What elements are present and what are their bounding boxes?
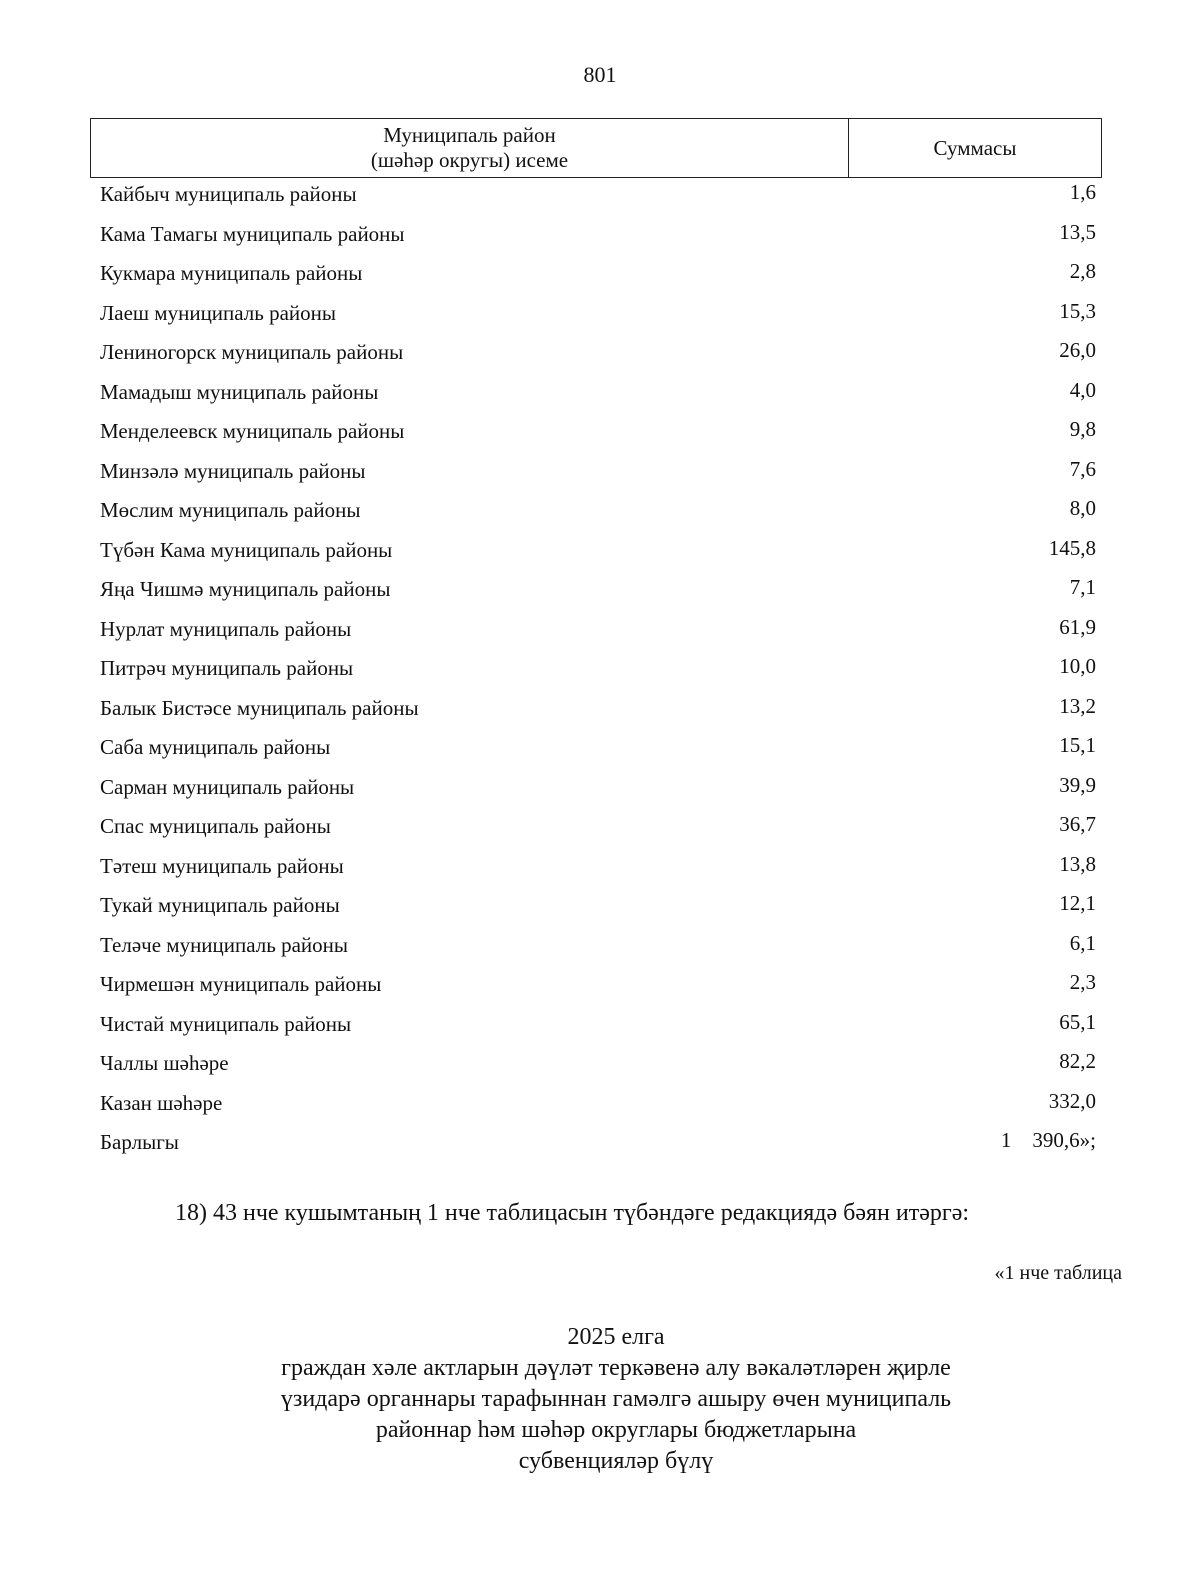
row-value: 15,3 (1059, 298, 1096, 323)
table-row (100, 218, 1100, 258)
row-name: Кайбыч муниципаль районы (100, 182, 357, 206)
header-sum-label: Суммасы (933, 135, 1017, 160)
row-name: Барлыгы (100, 1130, 179, 1154)
page-number: 801 (583, 62, 617, 87)
table-row (100, 652, 1100, 692)
table-row (100, 613, 1100, 653)
table-row (100, 1008, 1100, 1048)
row-value: 26,0 (1059, 338, 1096, 362)
row-value: 2,8 (1069, 259, 1096, 283)
row-value: 13,8 (1059, 851, 1096, 876)
row-value: 6,1 (1069, 930, 1096, 955)
row-value: 39,9 (1059, 772, 1096, 797)
row-value: 9,8 (1069, 417, 1096, 441)
table-row (100, 336, 1100, 376)
table-row (100, 534, 1100, 574)
header-name-line1: Муниципаль район (383, 123, 556, 147)
row-name: Тәтеш муниципаль районы (100, 853, 344, 878)
table-row (100, 771, 1100, 811)
row-name: Яңа Чишмә муниципаль районы (100, 577, 391, 601)
row-name: Кама Тамагы муниципаль районы (100, 221, 405, 246)
row-name: Чистай муниципаль районы (100, 1011, 352, 1036)
row-name: Мамадыш муниципаль районы (100, 379, 379, 404)
row-value: 8,0 (1069, 496, 1096, 520)
table-row (100, 1126, 1100, 1166)
row-name: Спас муниципаль районы (100, 814, 331, 838)
row-value: 4,0 (1069, 377, 1096, 402)
row-name: Менделеевск муниципаль районы (100, 419, 405, 443)
title-line-4: районнар һәм шәһәр округлары бюджетларына (375, 1417, 857, 1443)
table-row (100, 376, 1100, 416)
row-value: 7,6 (1069, 456, 1096, 481)
table-row (100, 692, 1100, 732)
table-row (100, 494, 1100, 534)
row-value: 82,2 (1059, 1049, 1096, 1073)
table-row (100, 889, 1100, 929)
table-row (100, 1047, 1100, 1087)
row-value: 7,1 (1069, 575, 1096, 599)
table-body (100, 178, 1100, 1166)
row-name: Лаеш муниципаль районы (100, 300, 337, 325)
table-row (100, 297, 1100, 337)
row-value: 145,8 (1048, 535, 1096, 560)
table-row (100, 850, 1100, 890)
row-value: 36,7 (1059, 812, 1096, 836)
row-value: 332,0 (1048, 1088, 1096, 1113)
row-value: 12,1 (1059, 891, 1096, 915)
row-name: Минзәлә муниципаль районы (100, 458, 366, 483)
title-line-1: 2025 елга (567, 1324, 665, 1350)
table-row (100, 731, 1100, 771)
row-name: Сарман муниципаль районы (100, 774, 355, 799)
row-name: Лениногорск муниципаль районы (100, 340, 404, 364)
row-value: 13,2 (1059, 693, 1096, 718)
row-value: 1,6 (1069, 180, 1096, 204)
row-name: Чаллы шәһәре (100, 1051, 229, 1075)
table-row (100, 810, 1100, 850)
table-row (100, 257, 1100, 297)
row-value: 2,3 (1069, 970, 1096, 994)
amendment-paragraph: 18) 43 нче кушымтаның 1 нче таблицасын түбәндәге редакциядә бәян итәргә: (175, 1200, 970, 1226)
row-name: Тукай муниципаль районы (100, 893, 340, 917)
header-name-line2: (шәһәр округы) исеме (370, 148, 569, 172)
table-title (0, 1322, 1200, 1477)
row-name: Мөслим муниципаль районы (100, 498, 361, 522)
row-value: 13,5 (1059, 219, 1096, 244)
table-label: «1 нче таблица (994, 1262, 1122, 1284)
table-row (100, 415, 1100, 455)
table-row (100, 1087, 1100, 1127)
table-header (90, 118, 1102, 178)
row-name: Нурлат муниципаль районы (100, 616, 352, 641)
row-name: Балык Бистәсе муниципаль районы (100, 695, 419, 720)
row-name: Питрәч муниципаль районы (100, 656, 354, 680)
row-name: Теләче муниципаль районы (100, 932, 348, 957)
row-value: 1 390,6»; (1000, 1128, 1096, 1152)
title-line-5: субвенцияләр бүлү (518, 1448, 714, 1474)
table-row (100, 455, 1100, 495)
table-row (100, 573, 1100, 613)
row-name: Казан шәһәре (100, 1090, 223, 1115)
row-name: Чирмешән муниципаль районы (100, 972, 382, 996)
table-row (100, 968, 1100, 1008)
row-value: 15,1 (1059, 733, 1096, 757)
row-name: Саба муниципаль районы (100, 735, 331, 759)
row-value: 65,1 (1059, 1009, 1096, 1034)
title-line-3: үзидарә органнары тарафыннан гамәлгә ашыру өчен муниципаль (280, 1386, 952, 1412)
title-line-2: граждан хәле актларын дәүләт теркәвенә алу вәкаләтләрен җирле (281, 1355, 951, 1381)
table-row (100, 929, 1100, 969)
row-name: Кукмара муниципаль районы (100, 261, 363, 285)
row-value: 61,9 (1059, 614, 1096, 639)
row-name: Түбән Кама муниципаль районы (100, 537, 393, 562)
header-name-cell (91, 119, 849, 177)
row-value: 10,0 (1059, 654, 1096, 678)
table-row (100, 178, 1100, 218)
header-sum-cell (849, 119, 1101, 177)
